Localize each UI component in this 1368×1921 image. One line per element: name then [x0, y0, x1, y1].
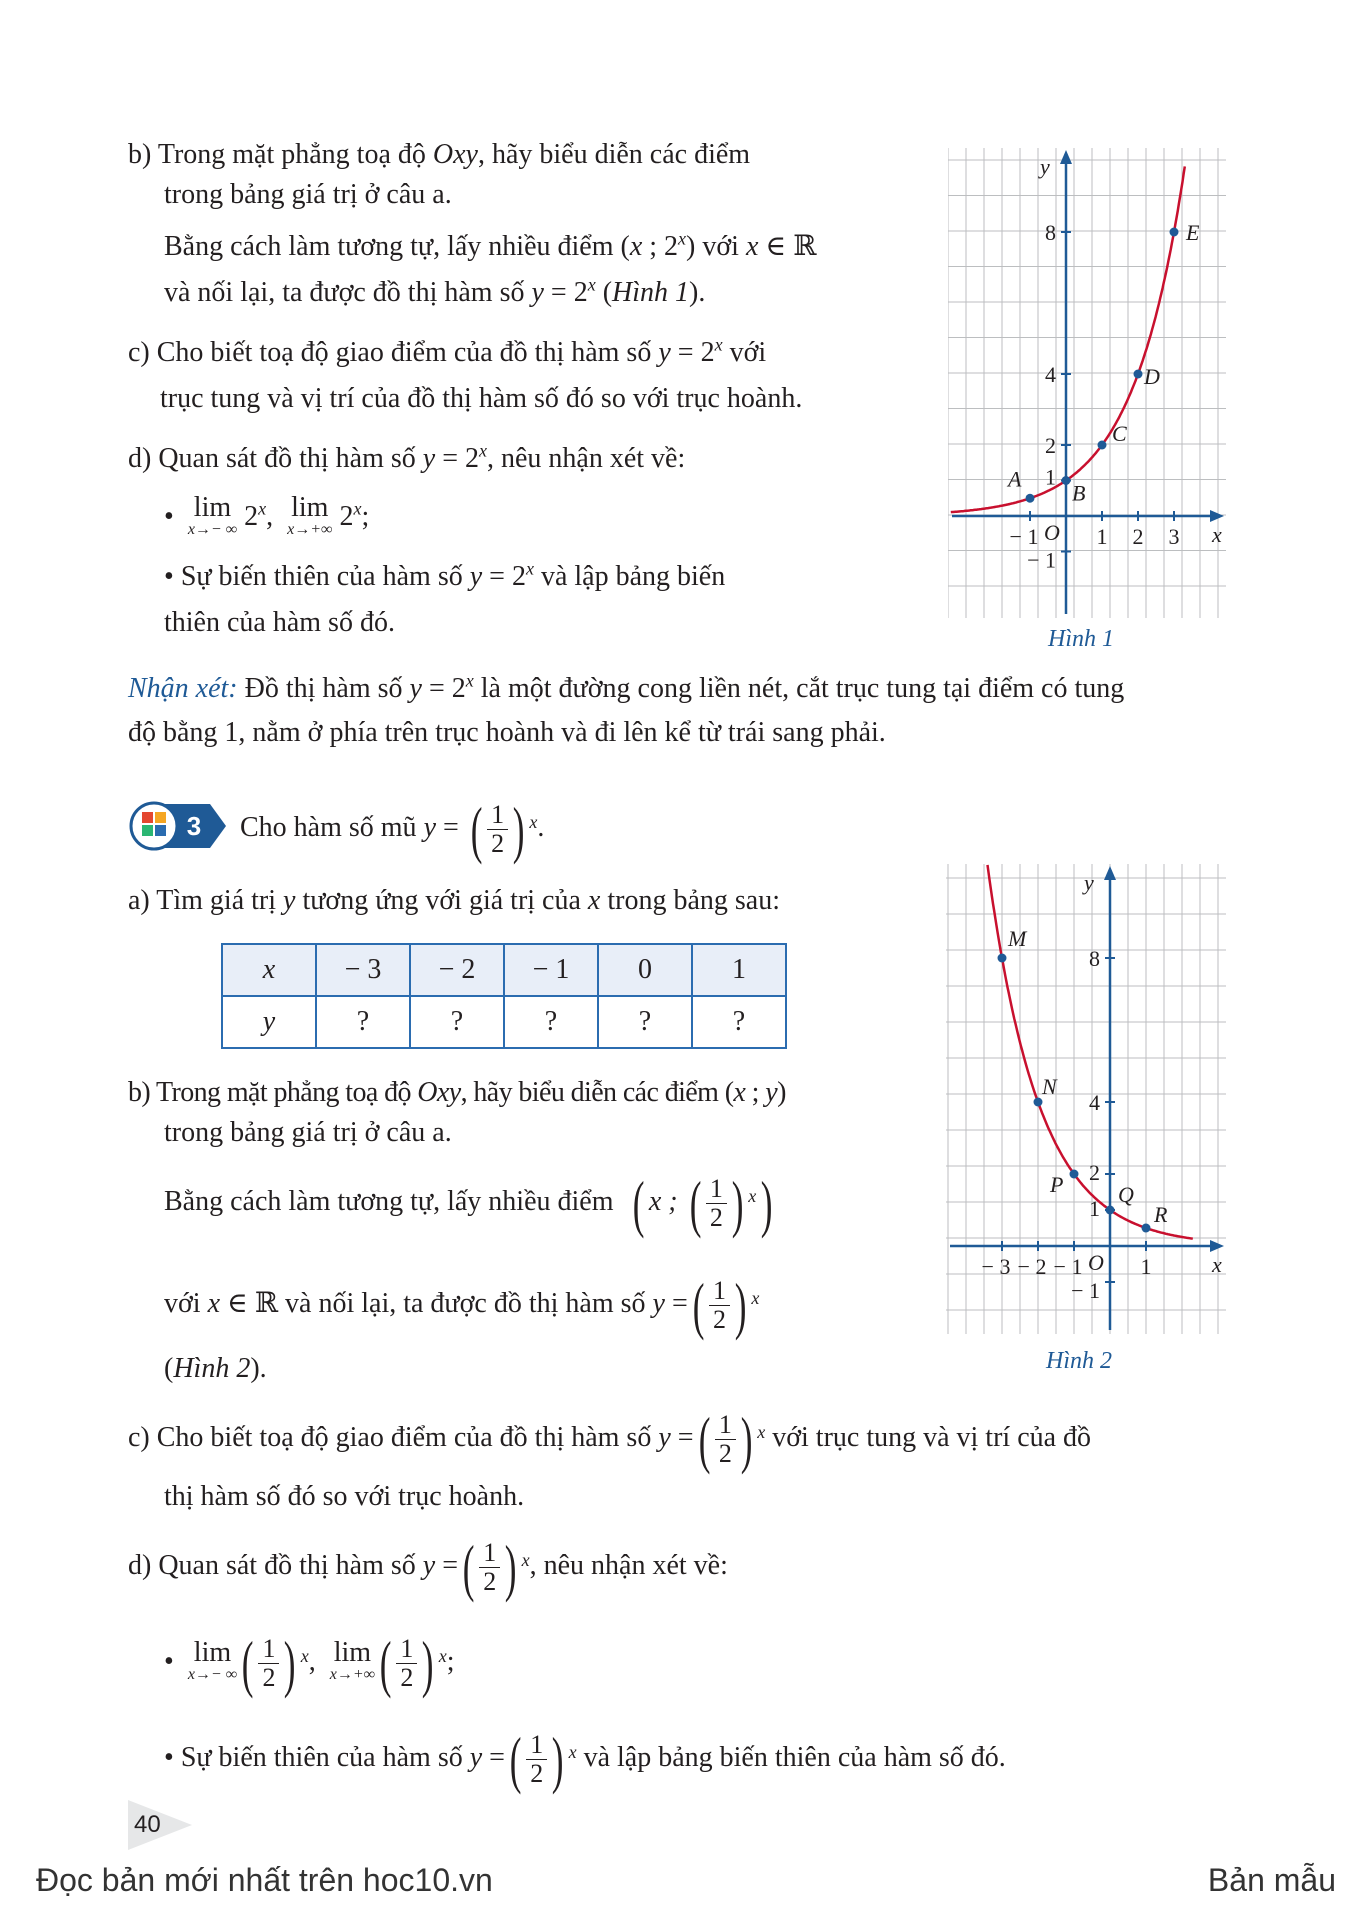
point-label: N: [1042, 1074, 1057, 1099]
table-cell: − 2: [410, 944, 504, 996]
item-d-variation-line1: • Sự biến thiên của hàm số $y = 2^x$ và lập bảng biến: [164, 558, 726, 592]
origin-label: O: [1088, 1250, 1104, 1275]
point-a: [1026, 494, 1035, 503]
point-label: R: [1154, 1202, 1168, 1227]
footer-sample-label: Bản mẫu: [1207, 1862, 1336, 1898]
table-cell: ?: [316, 996, 410, 1048]
point-label: P: [1050, 1172, 1064, 1197]
item-b-line2: trong bảng giá trị ở câu a.: [164, 179, 452, 210]
y-tick-label: 1: [1045, 464, 1056, 490]
point-c: [1098, 441, 1107, 450]
y-tick-label: 8: [1045, 220, 1056, 245]
x-tick-label: − 3: [981, 1254, 1011, 1279]
activity-badge: [128, 800, 228, 852]
activity-3-c-line1: c) Cho biết toạ độ giao điểm của đồ thị hàm số y =( $\frac{1}{2}$ ) x với trục tung và vị trí của đồ: [128, 1403, 1092, 1475]
table-cell: y: [222, 996, 316, 1048]
point-label: Q: [1118, 1182, 1134, 1207]
exponential-curve: [951, 166, 1185, 512]
x-tick-label: 1: [1096, 524, 1108, 549]
point-r: [1142, 1224, 1151, 1233]
point-label: C: [1112, 421, 1127, 446]
activity-3-b-line2: trong bảng giá trị ở câu a.: [164, 1117, 452, 1148]
item-b-line3: Bằng cách làm tương tự, lấy nhiều điểm (x ; 2$^x$) với x ∈ ℝ: [164, 228, 817, 262]
table-cell: 0: [598, 944, 692, 996]
origin-label: O: [1044, 520, 1060, 545]
y-tick-label: 2: [1045, 433, 1056, 458]
table-cell: ?: [410, 996, 504, 1048]
y-axis-label: y: [1084, 870, 1094, 895]
y-axis-arrow: [1060, 150, 1072, 164]
point-q: [1106, 1206, 1115, 1215]
point-e: [1170, 228, 1179, 237]
axes: [952, 150, 1224, 614]
point-label: M: [1008, 926, 1027, 951]
table-cell: ?: [692, 996, 786, 1048]
activity-3-b-line5: (Hình 2).: [164, 1353, 267, 1384]
table-header-row: [222, 944, 786, 996]
svg-text:3: 3: [186, 811, 202, 841]
x-tick-label: 3: [1168, 524, 1180, 549]
x-tick-label: − 2: [1017, 1254, 1047, 1279]
point-d: [1134, 370, 1143, 379]
point-label: D: [1144, 364, 1160, 389]
footer-link-text[interactable]: Đọc bản mới nhất trên hoc10.vn: [36, 1862, 493, 1898]
table-cell: 1: [692, 944, 786, 996]
x-axis-arrow: [1210, 510, 1224, 522]
point-label: A: [1008, 466, 1022, 492]
x-axis-label: x: [1212, 1252, 1222, 1277]
y-tick-label: − 1: [1027, 547, 1056, 573]
item-b-line1: b) Trong mặt phẳng toạ độ Oxy, hãy biểu diễn các điểm: [128, 139, 751, 170]
activity-3-c-line2: thị hàm số đó so với trục hoành.: [164, 1481, 525, 1512]
value-table: [221, 943, 787, 1049]
y-tick-label: 2: [1089, 1160, 1100, 1185]
x-tick-label: 1: [1140, 1254, 1152, 1279]
activity-3-d-line1: d) Quan sát đồ thị hàm số y =( $\frac{1}{2}$ ) x, nêu nhận xét về:: [128, 1531, 728, 1603]
table-cell: − 3: [316, 944, 410, 996]
table-row: [222, 996, 786, 1048]
point-label: B: [1072, 480, 1086, 506]
point-p: [1070, 1170, 1079, 1179]
activity-3-d-limits: • lim x→− ∞ ( $\frac{1}{2}$ ) x, lim x→+∞ ( $\frac{1}{2}$ ) x;: [164, 1627, 455, 1699]
y-tick-label: − 1: [1071, 1278, 1100, 1303]
grid: [948, 148, 1226, 618]
item-c-line1: c) Cho biết toạ độ giao điểm của đồ thị hàm số $y = 2^x$ với: [128, 334, 767, 368]
y-tick-label: 8: [1089, 946, 1100, 971]
item-d-variation-line2: thiên của hàm số đó.: [164, 607, 395, 638]
item-c-line2: trục tung và vị trí của đồ thị hàm số đó so với trục hoành.: [160, 383, 803, 414]
x-tick-label: 2: [1132, 524, 1144, 549]
activity-3-b-line1: b) Trong mặt phẳng toạ độ Oxy, hãy biểu diễn các điểm (x ; y): [128, 1077, 786, 1108]
item-b-line4: và nối lại, ta được đồ thị hàm số $y = 2^x$ (Hình 1).: [164, 274, 706, 308]
page-number: 40: [134, 1811, 161, 1838]
table-cell: ?: [598, 996, 692, 1048]
y-tick-label: 1: [1089, 1196, 1100, 1221]
x-axis-label: x: [1212, 522, 1222, 547]
point-b: [1062, 476, 1071, 485]
item-d-line1: d) Quan sát đồ thị hàm số $y = 2^x$, nêu nhận xét về:: [128, 440, 686, 474]
figure-2-graph: [946, 864, 1226, 1334]
bullet: •: [164, 501, 174, 532]
y-tick-label: 4: [1045, 362, 1056, 387]
activity-3-b-line4: với x ∈ ℝ và nối lại, ta được đồ thị hàm số y =( $\frac{1}{2}$ ) x: [164, 1269, 760, 1341]
point-label: E: [1186, 220, 1200, 245]
figure-1-caption: Hình 1: [1048, 626, 1114, 652]
item-d-limits: • lim x→− ∞ 2$^x$, lim x→+∞ 2$^x$;: [164, 491, 370, 538]
x-tick-label: − 1: [1053, 1254, 1083, 1279]
x-tick-label: − 1: [1009, 524, 1039, 549]
figure-2-caption: Hình 2: [1046, 1348, 1112, 1374]
table-cell: x: [222, 944, 316, 996]
remark-line2: độ bằng 1, nằm ở phía trên trục hoành và đi lên kể từ trái sang phải.: [128, 717, 886, 748]
point-m: [998, 954, 1007, 963]
activity-3-a: a) Tìm giá trị y tương ứng với giá trị của x trong bảng sau:: [128, 885, 780, 916]
table-cell: ?: [504, 996, 598, 1048]
remark-line1: Nhận xét: Đồ thị hàm số $y = 2^x$ là một đường cong liền nét, cắt trục tung tại điểm có tung: [128, 670, 1125, 704]
y-tick-label: 4: [1089, 1090, 1100, 1115]
y-axis-label: y: [1040, 154, 1050, 179]
figure-1-graph: [948, 148, 1226, 618]
y-axis-arrow: [1104, 866, 1116, 880]
table-cell: − 1: [504, 944, 598, 996]
activity-3-d-variation: • Sự biến thiên của hàm số y =( $\frac{1}{2}$ ) x và lập bảng biến thiên của hàm số đó.: [164, 1723, 1006, 1795]
activity-3-intro: Cho hàm số mũ y = ( $\frac{1}{2}$ ) x.: [240, 793, 545, 865]
activity-3-b-line3: Bằng cách làm tương tự, lấy nhiều điểm ( x ; ( $\frac{1}{2}$ ) x): [164, 1167, 773, 1239]
x-axis-arrow: [1210, 1240, 1224, 1252]
